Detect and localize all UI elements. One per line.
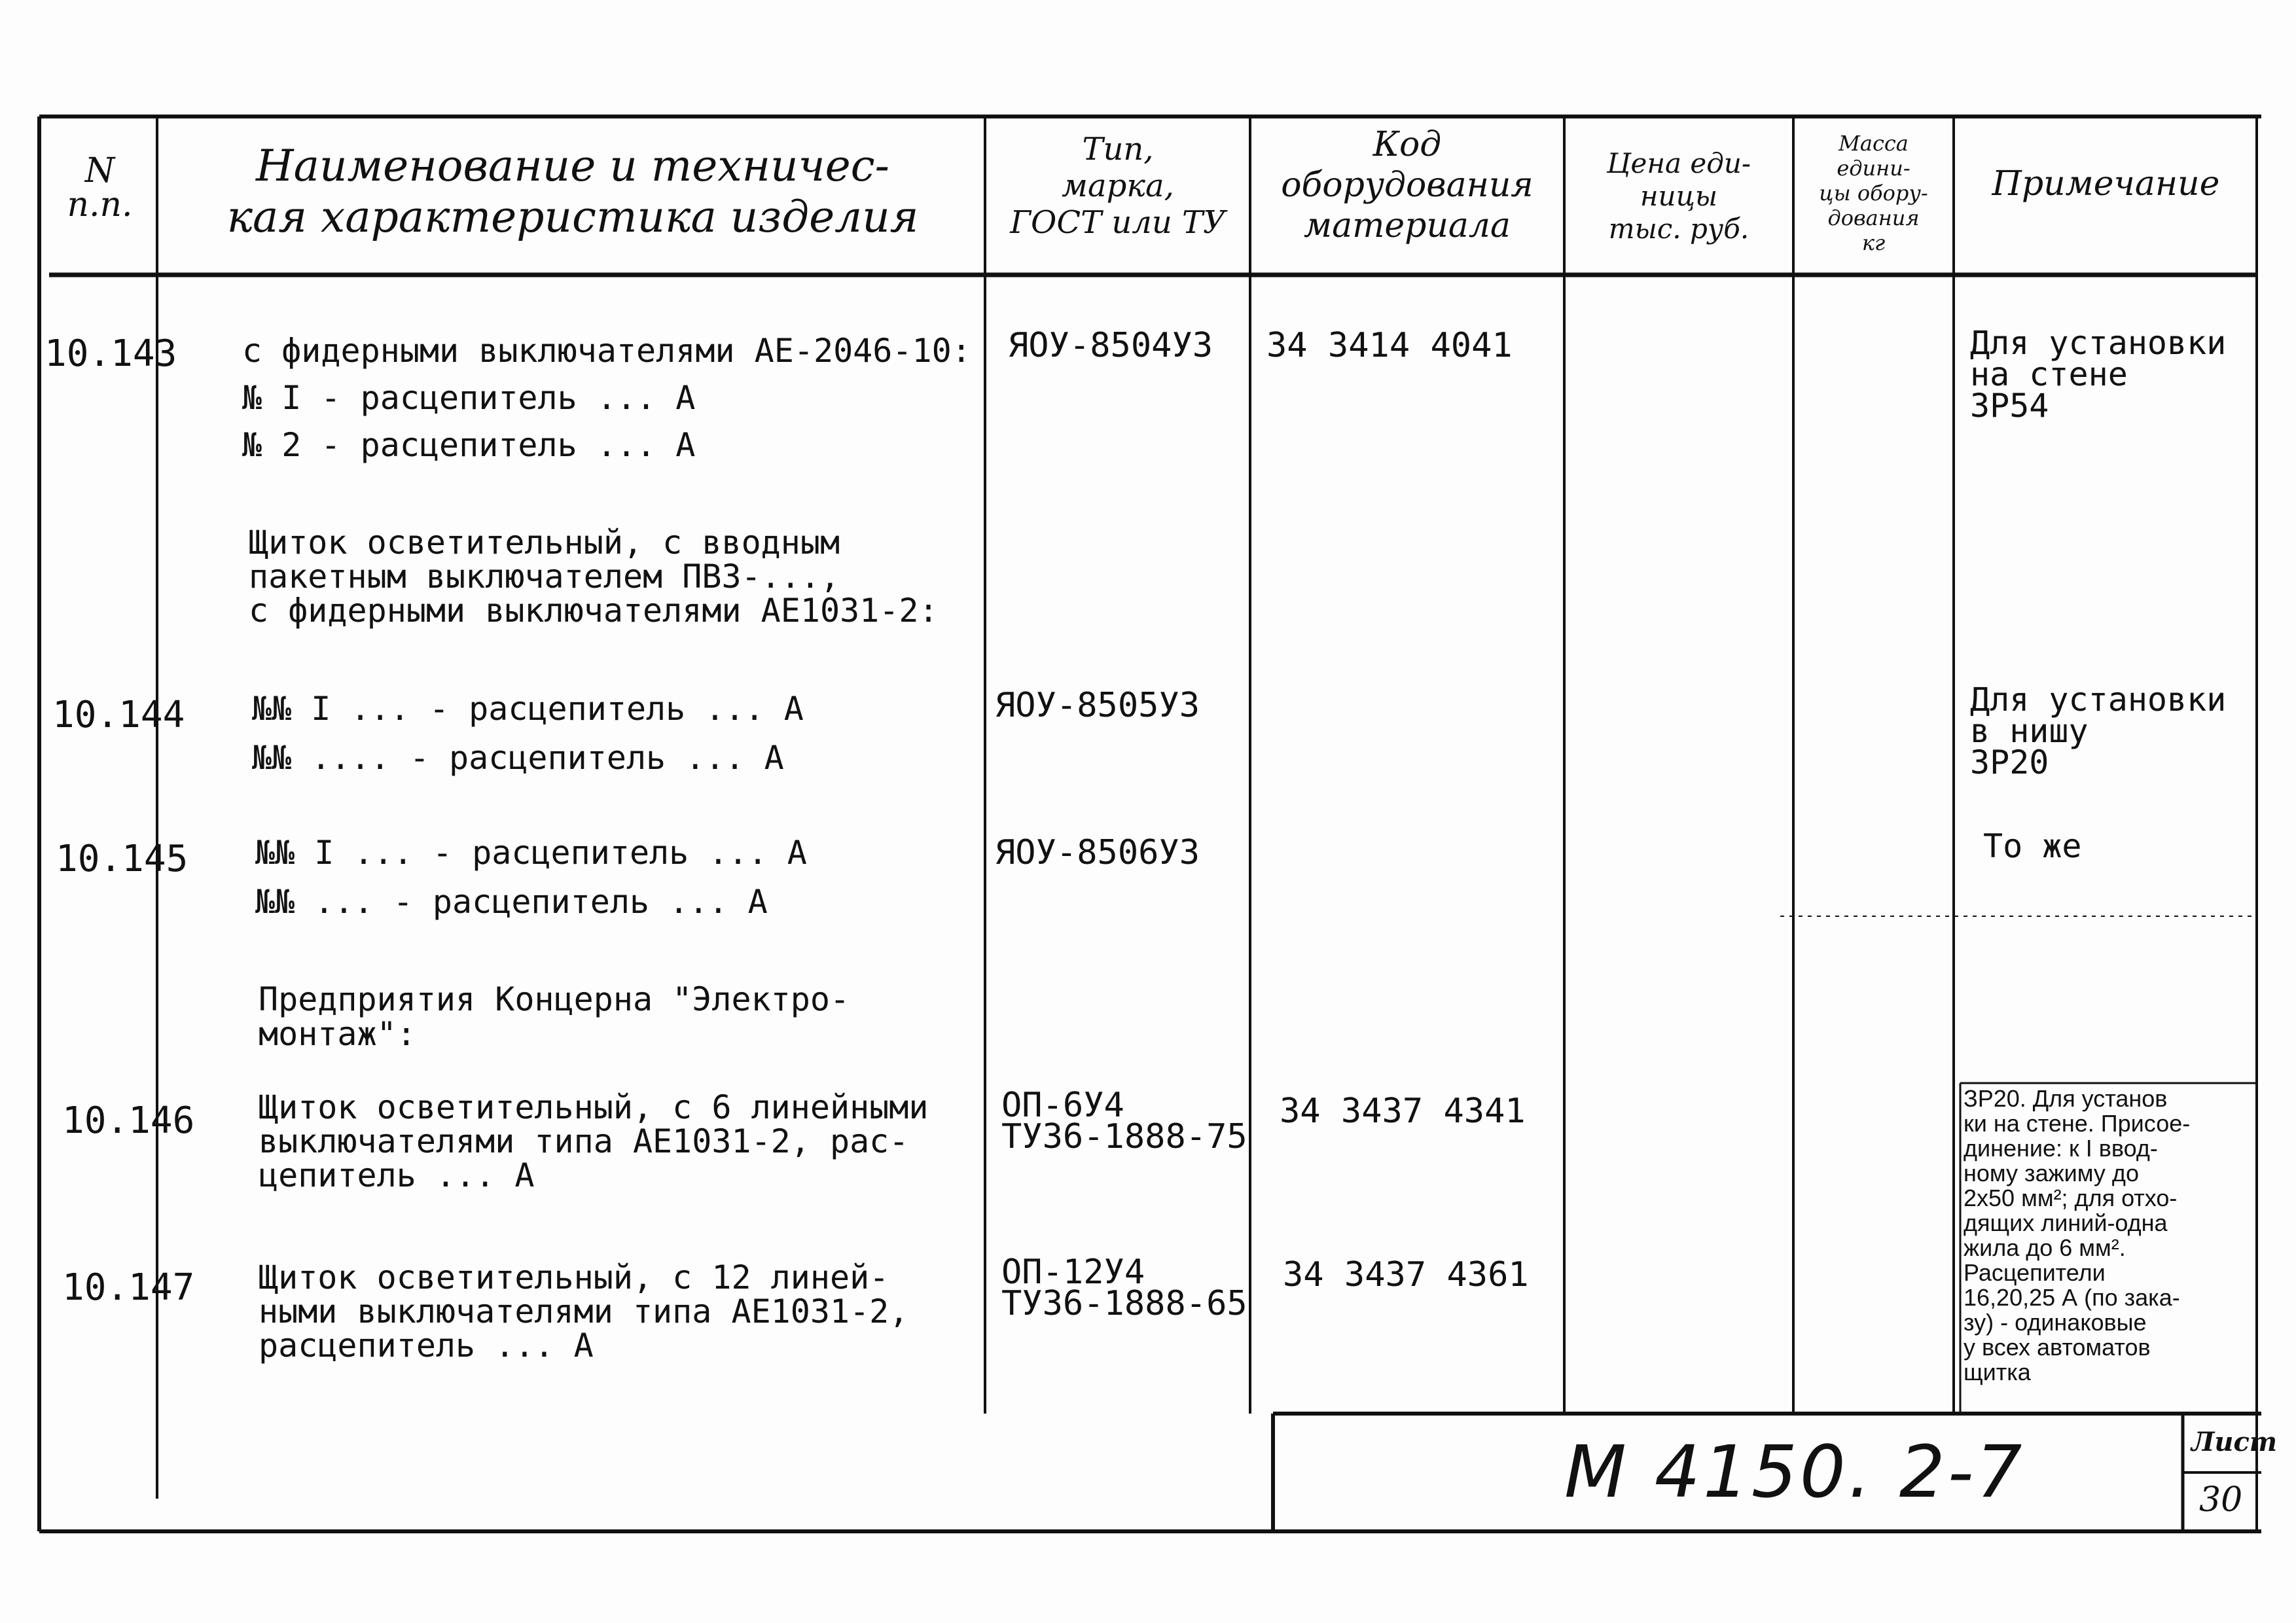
header-price: Цена еди- ницы тыс. руб. xyxy=(1606,147,1751,245)
row-text-line: с фидерными выключателями АЕ-2046-10: xyxy=(242,332,971,370)
row-number: 10.147 xyxy=(62,1266,195,1309)
group-heading-line: Щиток осветительный, с вводным xyxy=(249,524,840,562)
row-number: 10.146 xyxy=(62,1099,195,1142)
row-text-line: №№ I ... - расцепитель ... А xyxy=(255,834,807,872)
group-heading-line: Предприятия Концерна "Электро- xyxy=(259,980,850,1018)
row-text-line: ными выключателями типа АЕ1031-2, xyxy=(259,1293,909,1330)
row-text-line: выключателями типа АЕ1031-2, рас- xyxy=(259,1122,909,1160)
row-text-line: № I - расцепитель ... А xyxy=(242,379,696,417)
row-number: 10.145 xyxy=(56,838,188,880)
row-type: ЯОУ-8504УЗ xyxy=(1008,326,1213,365)
header-type: Тип, марка, ГОСТ или ТУ xyxy=(1010,131,1226,241)
row-type: ЯОУ-8506УЗ xyxy=(995,833,1200,872)
row-type: ЯОУ-8505УЗ xyxy=(995,686,1200,725)
sheet-label: Лист xyxy=(2191,1427,2278,1457)
row-type: ОП-12У4 ТУ36-1888-65 xyxy=(1001,1253,1247,1323)
row-text-line: Щиток осветительный, с 6 линейными xyxy=(259,1088,929,1126)
row-text-line: №№ .... - расцепитель ... А xyxy=(252,739,784,777)
document-code: М 4150. 2-7 xyxy=(1564,1430,2025,1514)
header-code: Код оборудования материала xyxy=(1281,125,1534,245)
header-num: N п.п. xyxy=(67,151,133,224)
header-mass: Масса едини- цы обору- дования кг xyxy=(1819,131,1928,255)
row-number: 10.144 xyxy=(52,694,185,736)
row-text-line: №№ ... - расцепитель ... А xyxy=(255,883,768,921)
group-heading-line: пакетным выключателем ПВЗ-..., xyxy=(249,558,840,596)
row-text-line: цепитель ... А xyxy=(259,1156,535,1194)
header-note: Примечание xyxy=(1992,164,2220,204)
row-note: Для установки в нишу ЗР20 xyxy=(1970,681,2227,781)
row-text-line: расцепитель ... А xyxy=(259,1327,594,1364)
row-number: 10.143 xyxy=(45,332,177,375)
row-code: 34 3414 4041 xyxy=(1266,326,1513,365)
row-note: То же xyxy=(1983,827,2082,865)
row-code: 34 3437 4361 xyxy=(1283,1255,1529,1294)
row-text-line: Щиток осветительный, с 12 линей- xyxy=(259,1258,889,1296)
group-heading-line: с фидерными выключателями АЕ1031-2: xyxy=(249,592,939,630)
sheet-number: 30 xyxy=(2199,1480,2243,1520)
row-note: Для установки на стене ЗР54 xyxy=(1970,324,2227,425)
row-type: ОП-6У4 ТУ36-1888-75 xyxy=(1001,1086,1247,1156)
row-note: ЗР20. Для установ ки на стене. Присое- динение: к I ввод- ному зажиму до 2х50 мм²; для отхо- дящих линий-одна жила до 6 мм². Расцепители 16,20,25 А (по зака- зу) - одинаковые у всех автоматов щитка xyxy=(1964,1085,2191,1385)
group-heading-line: монтаж": xyxy=(259,1015,416,1053)
row-code: 34 3437 4341 xyxy=(1280,1092,1526,1131)
row-text-line: № 2 - расцепитель ... А xyxy=(242,426,696,464)
header-name: Наименование и техничес- кая характеристика изделия xyxy=(226,141,919,242)
row-text-line: №№ I ... - расцепитель ... А xyxy=(252,690,804,728)
